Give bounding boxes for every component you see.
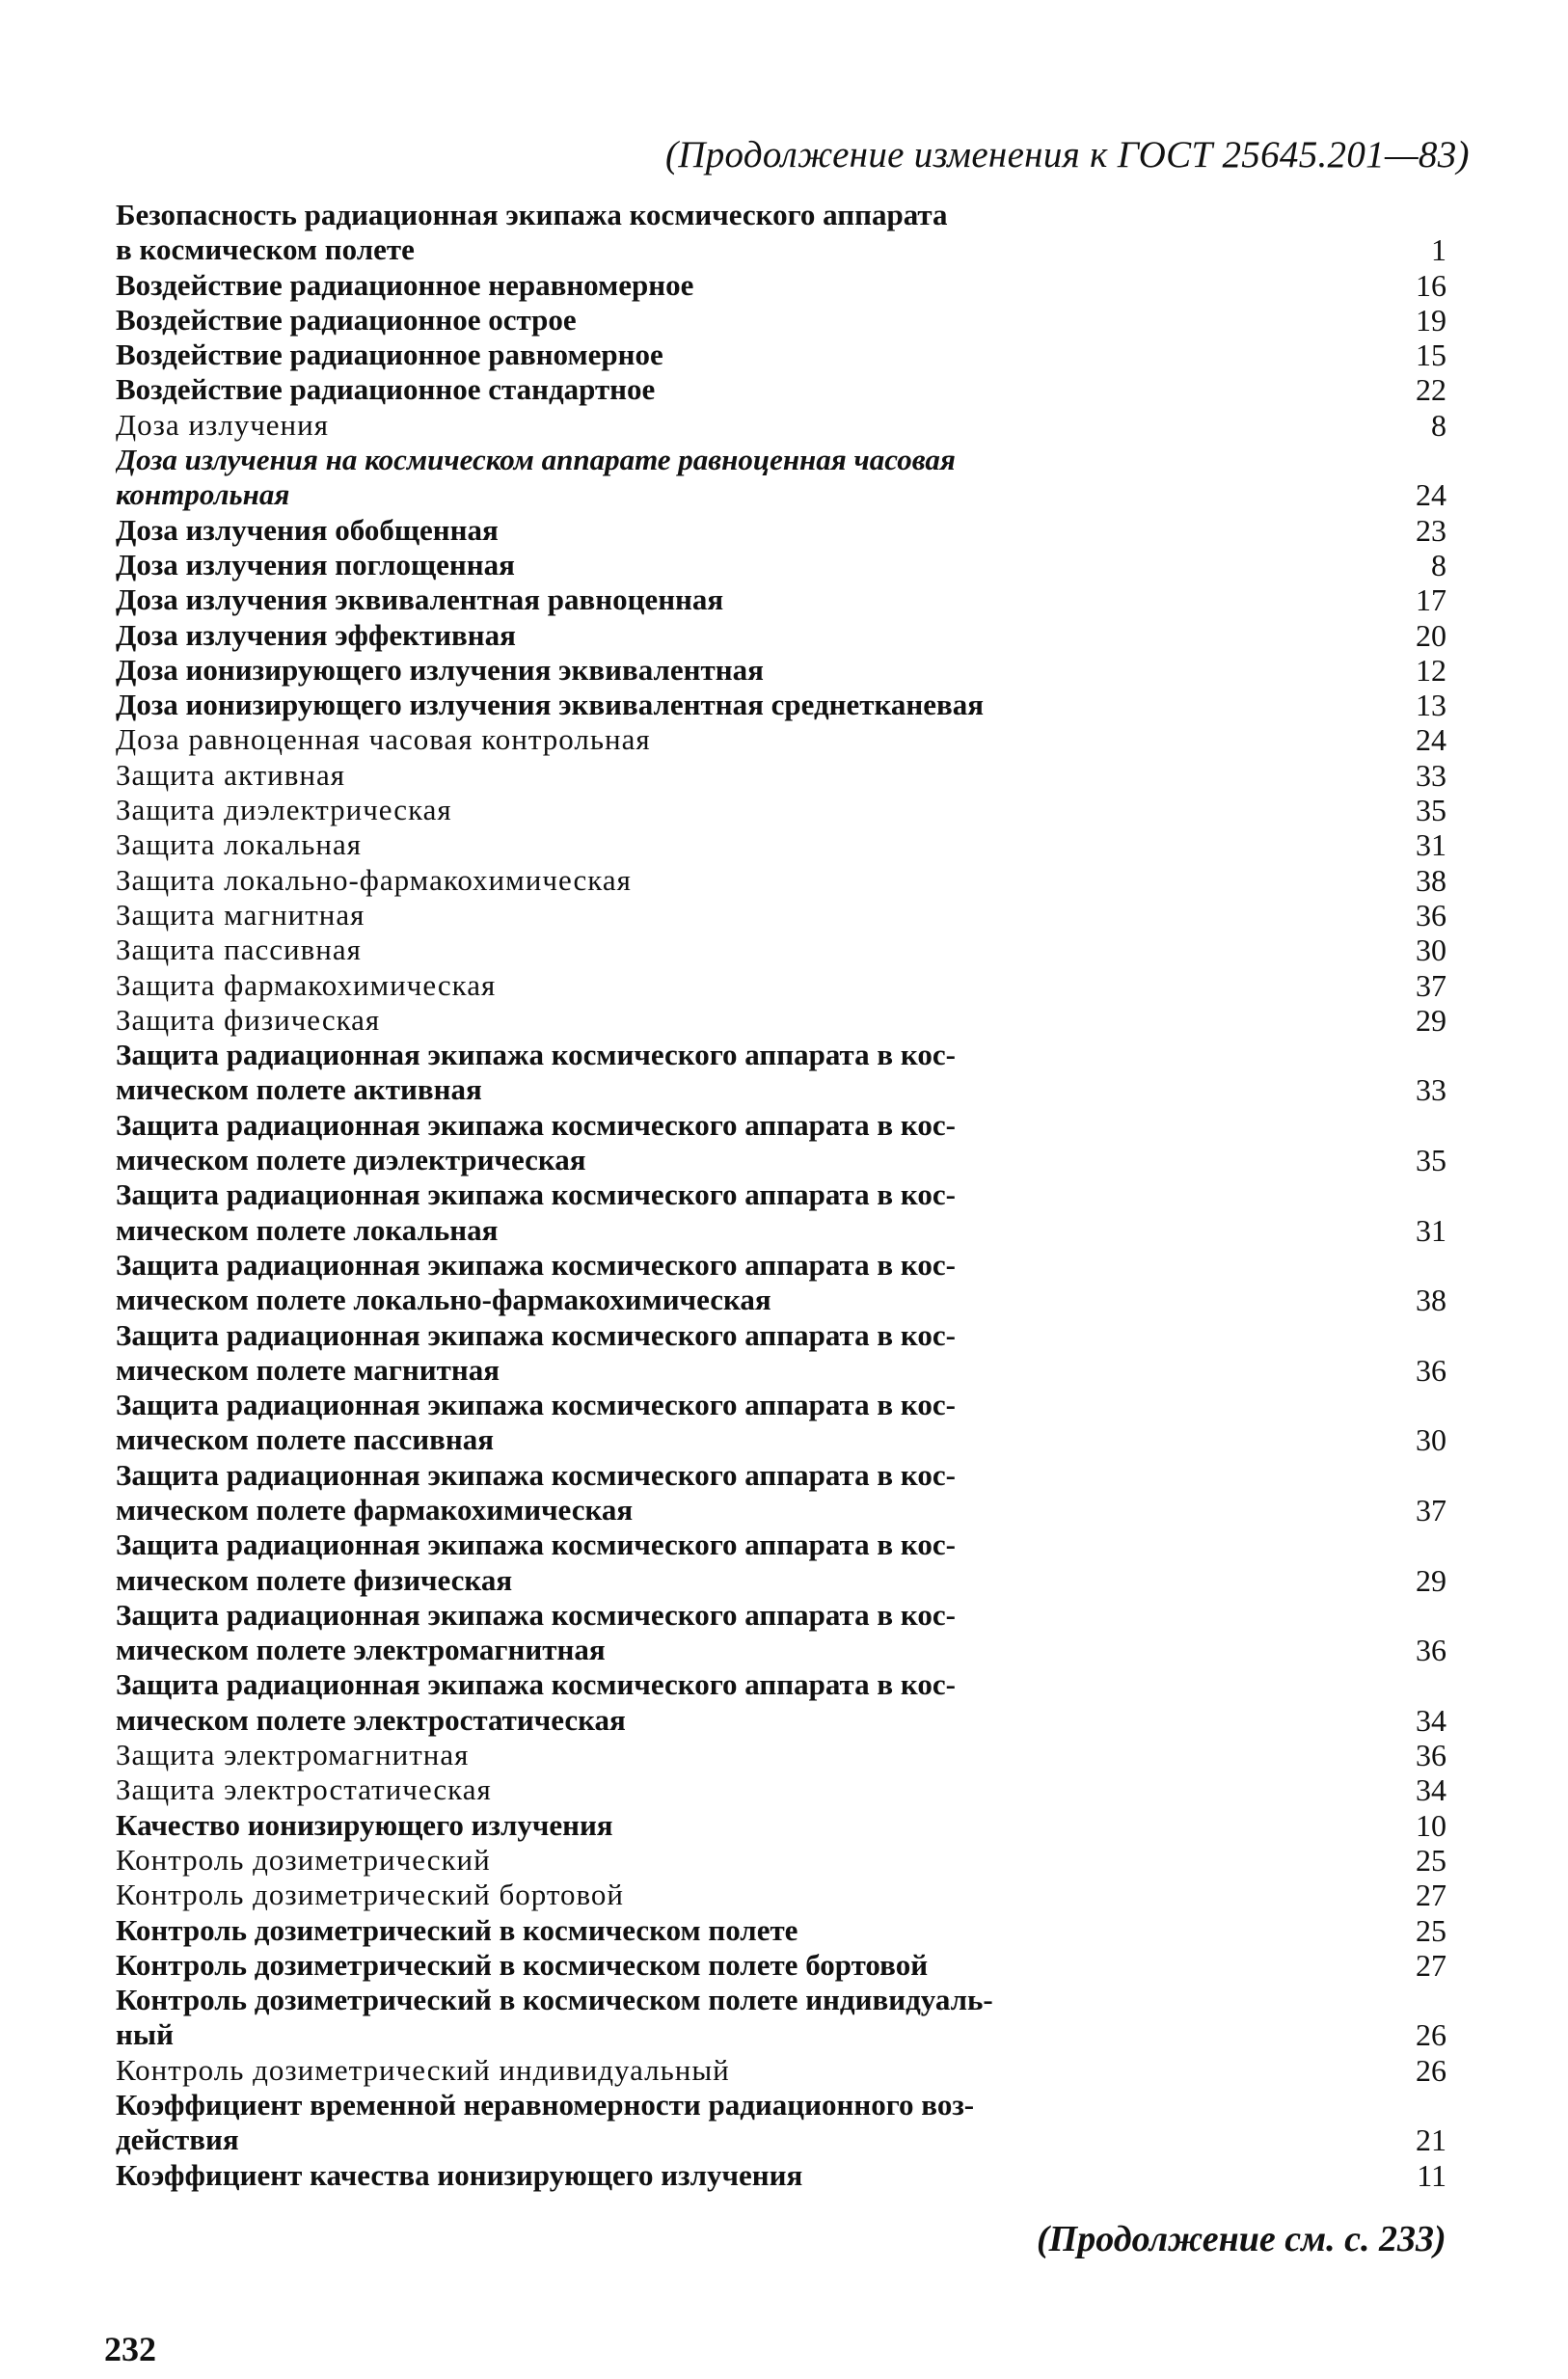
index-entry — [116, 618, 1485, 653]
index-term-line: мическом полете локальная — [116, 1212, 499, 1247]
index-term-line: мическом полете диэлектрическая — [116, 1143, 586, 1177]
index-entry — [116, 1003, 1485, 1038]
index-page-ref: 35 — [1416, 1143, 1446, 1178]
index-entry — [116, 1983, 1485, 2053]
index-term-line: мическом полете физическая — [116, 1562, 513, 1597]
index-entry — [116, 1948, 1485, 1983]
index-entry — [116, 2053, 1485, 2088]
index-entry — [116, 513, 1485, 548]
index-term-line: Защита радиационная экипажа космического аппарата в кос- — [116, 1038, 956, 1072]
index-page-ref: 38 — [1416, 1283, 1446, 1318]
index-page-ref: 20 — [1416, 617, 1446, 653]
index-term-line: Защита радиационная экипажа космического аппарата в кос- — [116, 1667, 956, 1702]
index-term-line: Коэффициент временной неравномерности радиационного воз- — [116, 2088, 975, 2122]
index-entry — [116, 1598, 1485, 1668]
index-page-ref: 13 — [1416, 688, 1446, 723]
index-entry — [116, 372, 1485, 407]
index-term-line: мическом полете электростатическая — [116, 1702, 626, 1737]
index-entry — [116, 1878, 1485, 1912]
index-page-ref: 10 — [1416, 1807, 1446, 1843]
index-page-ref: 1 — [1431, 232, 1446, 268]
index-entry — [116, 1038, 1485, 1108]
index-term-line: мическом полете фармакохимическая — [116, 1492, 634, 1527]
index-page-ref: 38 — [1416, 862, 1446, 898]
index-term-line: Защита радиационная экипажа космического аппарата в кос- — [116, 1527, 956, 1562]
index-term-line: Защита электромагнитная — [116, 1738, 470, 1772]
index-entry — [116, 758, 1485, 793]
index-term-line: Защита физическая — [116, 1002, 381, 1037]
index-page-ref: 8 — [1431, 547, 1446, 582]
index-term-line: Защита радиационная экипажа космического аппарата в кос- — [116, 1457, 956, 1492]
index-page-ref: 17 — [1416, 582, 1446, 618]
index-term-line: ный — [116, 2017, 174, 2052]
index-entry — [116, 1388, 1485, 1458]
index-entry — [116, 1527, 1485, 1598]
index-term-line: Контроль дозиметрический в космическом полете индивидуаль- — [116, 1983, 993, 2017]
index-term-line: Защита диэлектрическая — [116, 793, 452, 827]
index-entry — [116, 1913, 1485, 1948]
index-entry — [116, 408, 1485, 443]
index-page-ref: 36 — [1416, 1352, 1446, 1388]
index-page-ref: 25 — [1416, 1912, 1446, 1948]
index-page-ref: 34 — [1416, 1772, 1446, 1808]
index-term-line: Доза ионизирующего излучения эквивалентная среднетканевая — [116, 688, 985, 722]
index-page-ref: 16 — [1416, 267, 1446, 303]
index-page-ref: 29 — [1416, 1562, 1446, 1598]
index-entry — [116, 1108, 1485, 1178]
index-entry — [116, 933, 1485, 967]
index-term-line: Коэффициент качества ионизирующего излучения — [116, 2157, 803, 2192]
index-page-ref: 26 — [1416, 2052, 1446, 2088]
index-entry — [116, 722, 1485, 757]
index-page-ref: 27 — [1416, 1878, 1446, 1913]
index-page-ref: 15 — [1416, 338, 1446, 373]
index-page-ref: 36 — [1416, 1738, 1446, 1773]
index-term-line: Защита радиационная экипажа космического аппарата в кос- — [116, 1388, 956, 1422]
index-term-line: Контроль дозиметрический индивидуальный — [116, 2052, 730, 2087]
index-entry — [116, 1772, 1485, 1807]
index-page-ref: 30 — [1416, 933, 1446, 968]
page-number: 232 — [104, 2330, 156, 2368]
index-term-line: Контроль дозиметрический бортовой — [116, 1878, 624, 1912]
index-page-ref: 24 — [1416, 477, 1446, 513]
index-term-line: Контроль дозиметрический в космическом полете бортовой — [116, 1947, 929, 1982]
index-term-line: Защита локальная — [116, 827, 362, 862]
index-entry — [116, 1318, 1485, 1389]
index-page-ref: 23 — [1416, 512, 1446, 548]
index-entry — [116, 548, 1485, 582]
index-term-line: в космическом полете — [116, 232, 415, 267]
index-page-ref: 12 — [1416, 652, 1446, 688]
index-term-line: мическом полете электромагнитная — [116, 1633, 606, 1667]
index-term-line: Качество ионизирующего излучения — [116, 1807, 613, 1842]
index-term-line: мическом полете магнитная — [116, 1352, 500, 1387]
index-page-ref: 25 — [1416, 1842, 1446, 1878]
index-term-line: мическом полете локально-фармакохимическая — [116, 1283, 771, 1317]
index-term-line: Защита локально-фармакохимическая — [116, 862, 632, 897]
index-term-line: Безопасность радиационная экипажа космического аппарата — [116, 198, 948, 231]
index-page-ref: 36 — [1416, 897, 1446, 933]
index-entry — [116, 1177, 1485, 1248]
index-term-line: Доза излучения на космическом аппарате равноценная часовая — [116, 443, 956, 477]
index-entry — [116, 793, 1485, 827]
index-term-line: действия — [116, 2122, 239, 2157]
subject-index — [116, 198, 1485, 2193]
index-term-line: Контроль дозиметрический — [116, 1842, 491, 1877]
continuation-note: (Продолжение см. с. 233) — [1037, 2219, 1446, 2259]
index-term-line: Защита радиационная экипажа космического аппарата в кос- — [116, 1107, 956, 1142]
index-term-line: Защита фармакохимическая — [116, 967, 497, 1002]
index-term-line: Воздействие радиационное острое — [116, 302, 577, 337]
index-term-line: Воздействие радиационное стандартное — [116, 372, 656, 407]
index-term-line: Доза излучения поглощенная — [116, 547, 515, 581]
index-page-ref: 24 — [1416, 722, 1446, 758]
index-term-line: Доза излучения эффективная — [116, 617, 516, 652]
index-term-line: Доза равноценная часовая контрольная — [116, 722, 651, 757]
index-entry — [116, 2158, 1485, 2193]
index-entry — [116, 1248, 1485, 1318]
index-term-line: Доза излучения эквивалентная равноценная — [116, 582, 724, 617]
index-page-ref: 37 — [1416, 967, 1446, 1003]
index-term-line: Защита активная — [116, 757, 345, 792]
index-entry — [116, 1667, 1485, 1738]
index-term-line: Защита радиационная экипажа космического аппарата в кос- — [116, 1317, 956, 1352]
index-page-ref: 30 — [1416, 1422, 1446, 1458]
index-page-ref: 27 — [1416, 1947, 1446, 1983]
index-entry — [116, 1808, 1485, 1843]
index-term-line: Защита радиационная экипажа космического аппарата в кос- — [116, 1177, 956, 1212]
index-term-line: Защита радиационная экипажа космического аппарата в кос- — [116, 1597, 956, 1632]
index-entry — [116, 198, 1485, 268]
index-entry — [116, 688, 1485, 722]
index-page-ref: 31 — [1416, 827, 1446, 863]
index-term-line: мическом полете пассивная — [116, 1422, 495, 1457]
index-page-ref: 34 — [1416, 1702, 1446, 1738]
index-page-ref: 33 — [1416, 1072, 1446, 1108]
index-term-line: Воздействие радиационное равномерное — [116, 338, 663, 372]
index-entry — [116, 898, 1485, 933]
index-entry — [116, 1843, 1485, 1878]
index-entry — [116, 338, 1485, 372]
index-term-line: Контроль дозиметрический в космическом полете — [116, 1912, 798, 1947]
index-page-ref: 26 — [1416, 2017, 1446, 2053]
index-entry — [116, 443, 1485, 513]
index-entry — [116, 863, 1485, 898]
index-page-ref: 33 — [1416, 757, 1446, 793]
index-term-line: Защита электростатическая — [116, 1772, 492, 1807]
index-entry — [116, 2088, 1485, 2158]
index-entry — [116, 582, 1485, 617]
index-entry — [116, 303, 1485, 338]
index-entry — [116, 268, 1485, 303]
index-term-line: Защита пассивная — [116, 933, 362, 967]
index-term-line: Доза излучения обобщенная — [116, 512, 499, 547]
index-page-ref: 19 — [1416, 302, 1446, 338]
index-entry — [116, 653, 1485, 688]
index-entry — [116, 827, 1485, 862]
index-page-ref: 35 — [1416, 793, 1446, 828]
page-header: (Продолжение изменения к ГОСТ 25645.201—83) — [665, 134, 1470, 176]
index-entry — [116, 1458, 1485, 1528]
index-page-ref: 31 — [1416, 1212, 1446, 1248]
index-term-line: мическом полете активная — [116, 1072, 482, 1107]
index-page-ref: 8 — [1431, 407, 1446, 443]
index-term-line: Защита магнитная — [116, 897, 365, 932]
index-term-line: Воздействие радиационное неравномерное — [116, 267, 694, 302]
index-page-ref: 29 — [1416, 1002, 1446, 1038]
index-page-ref: 37 — [1416, 1492, 1446, 1527]
index-term-line: контрольная — [116, 477, 290, 512]
index-page-ref: 36 — [1416, 1633, 1446, 1668]
index-term-line: Доза ионизирующего излучения эквивалентная — [116, 652, 764, 687]
index-page-ref: 11 — [1417, 2157, 1446, 2193]
index-term-line: Защита радиационная экипажа космического аппарата в кос- — [116, 1247, 956, 1282]
index-term-line: Доза излучения — [116, 407, 329, 442]
index-page-ref: 22 — [1416, 372, 1446, 408]
index-entry — [116, 1738, 1485, 1772]
index-entry — [116, 968, 1485, 1003]
index-page-ref: 21 — [1416, 2122, 1446, 2158]
